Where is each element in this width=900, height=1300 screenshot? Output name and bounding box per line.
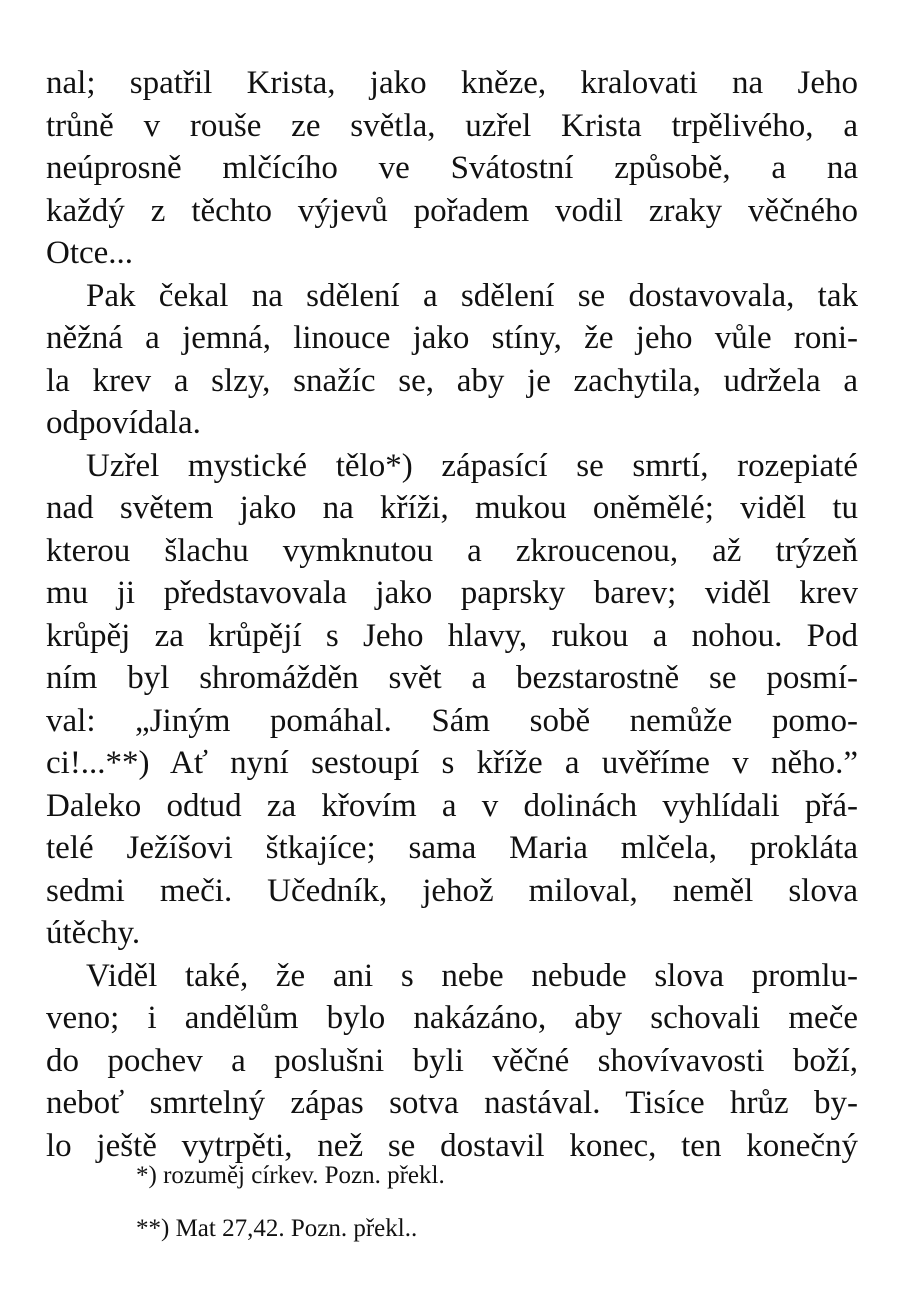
- text-line: každý z těchto výjevů pořadem vodil zraky věčného: [46, 192, 858, 229]
- text-line: kterou šlachu vymknutou a zkroucenou, až trýzeň: [46, 532, 858, 569]
- paragraph-3: [46, 445, 858, 955]
- text-line: ci!...**) Ať nyní sestoupí s kříže a uvěříme v něho.”: [46, 745, 858, 781]
- text-line: Pak čekal na sdělení a sdělení se dostavovala, tak: [86, 277, 858, 314]
- footnote-1: *) rozuměj církev. Pozn. překl.: [136, 1162, 445, 1189]
- text-line: krůpěj za krůpějí s Jeho hlavy, rukou a nohou. Pod: [46, 617, 858, 654]
- text-line: Daleko odtud za křovím a v dolinách vyhlídali přá-: [46, 787, 858, 824]
- text-line: nad světem jako na kříži, mukou oněmělé; viděl tu: [46, 490, 858, 526]
- text-line: neúprosně mlčícího ve Svátostní způsobě, a na: [46, 150, 858, 186]
- text-line: trůně v rouše ze světla, uzřel Krista trpělivého, a: [46, 107, 858, 144]
- text-line: Viděl také, že ani s nebe nebude slova promlu-: [86, 957, 858, 994]
- paragraph-2: [46, 275, 858, 445]
- text-line: la krev a slzy, snažíc se, aby je zachytila, udržela a: [46, 362, 858, 399]
- footnotes: [136, 1162, 445, 1243]
- paragraph-1: [46, 62, 858, 275]
- text-line: lo ještě vytrpěti, než se dostavil konec, ten konečný: [46, 1127, 858, 1164]
- text-line: val: „Jiným pomáhal. Sám sobě nemůže pomo-: [46, 702, 858, 739]
- page-body-text: [46, 62, 858, 1167]
- text-line: odpovídala.: [46, 405, 201, 441]
- text-line: něžná a jemná, linouce jako stíny, že jeho vůle roni-: [46, 320, 858, 356]
- text-line: nal; spatřil Krista, jako kněze, kralovati na Jeho: [46, 65, 858, 101]
- text-line: Uzřel mystické tělo*) zápasící se smrtí, rozepiaté: [86, 447, 858, 484]
- text-line: do pochev a poslušni byli věčné shovívavosti boží,: [46, 1042, 858, 1079]
- text-line: mu ji představovala jako paprsky barev; viděl krev: [46, 575, 858, 611]
- footnote-2: **) Mat 27,42. Pozn. překl..: [136, 1215, 418, 1242]
- text-line: sedmi meči. Učedník, jehož miloval, neměl slova: [46, 872, 858, 909]
- text-line: ním byl shromážděn svět a bezstarostně se posmí-: [46, 660, 858, 696]
- text-line: telé Ježíšovi štkajíce; sama Maria mlčela, prokláta: [46, 830, 858, 866]
- text-line: Otce...: [46, 235, 134, 271]
- paragraph-4: [46, 955, 858, 1168]
- text-line: neboť smrtelný zápas sotva nastával. Tisíce hrůz by-: [46, 1085, 858, 1121]
- text-line: veno; i andělům bylo nakázáno, aby schovali meče: [46, 1000, 858, 1036]
- text-line: útěchy.: [46, 915, 141, 951]
